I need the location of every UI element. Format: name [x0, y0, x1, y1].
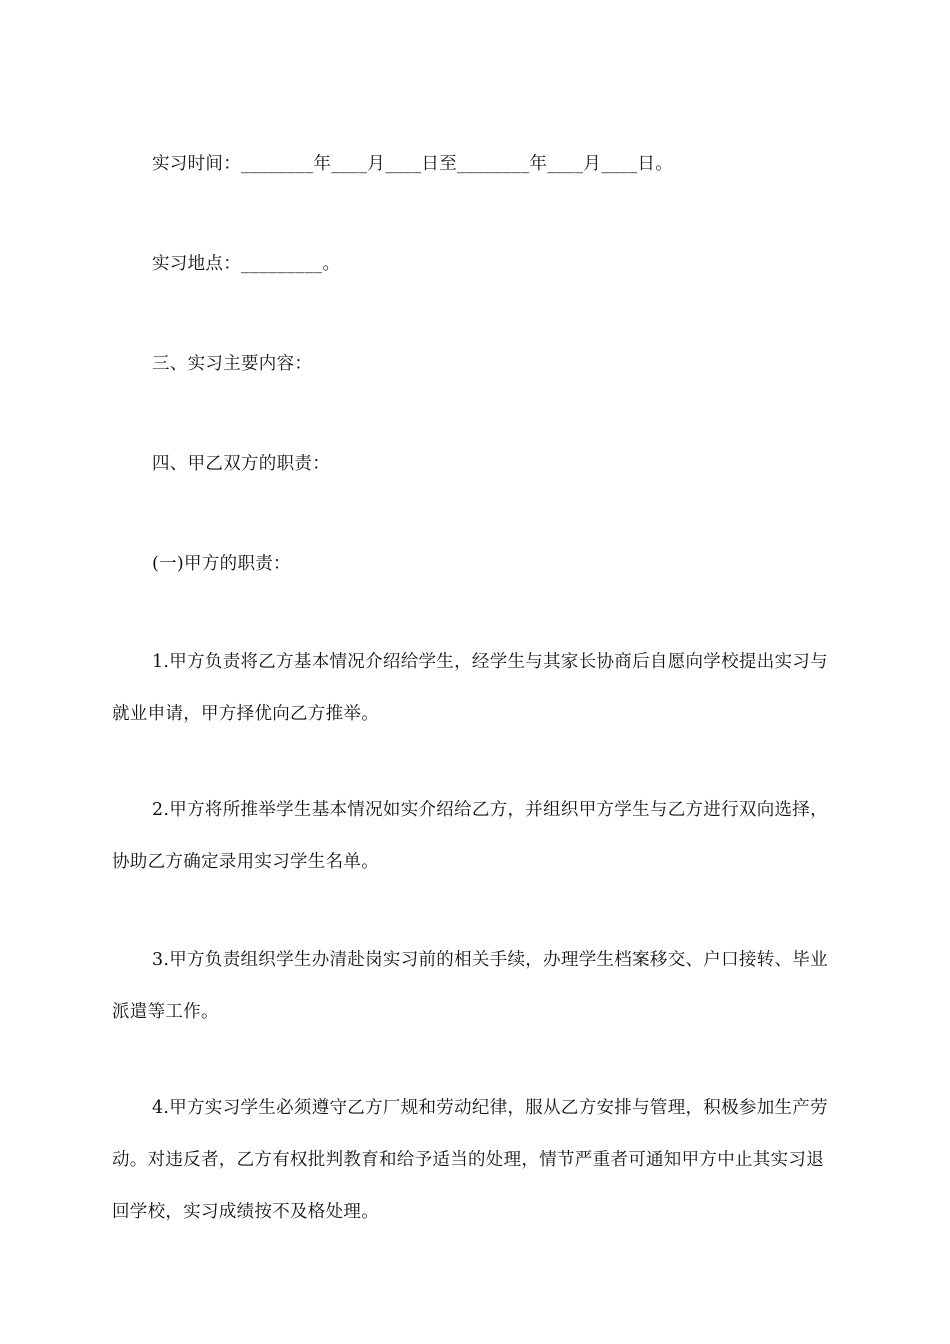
duty-item-1: 1.甲方负责将乙方基本情况介绍给学生，经学生与其家长协商后自愿向学校提出实习与就业申请，甲方择优向乙方推举。	[112, 652, 828, 724]
internship-time-line: 实习时间：________年____月____日至________年____月____日。	[152, 154, 673, 174]
duty-item-3: 3.甲方负责组织学生办清赴岗实习前的相关手续，办理学生档案移交、户口接转、毕业派遣等工作。	[112, 950, 828, 1022]
subsection-heading-party-a: (一)甲方的职责：	[152, 554, 291, 574]
duty-item-2: 2.甲方将所推举学生基本情况如实介绍给乙方，并组织甲方学生与乙方进行双向选择，协助乙方确定录用实习学生名单。	[112, 800, 828, 872]
duty-item-4: 4.甲方实习学生必须遵守乙方厂规和劳动纪律，服从乙方安排与管理，积极参加生产劳动。对违反者，乙方有权批判教育和给予适当的处理，情节严重者可通知甲方中止其实习退回学校，实习成绩按不及格处理。	[112, 1098, 828, 1222]
section-heading-content: 三、实习主要内容：	[152, 354, 313, 374]
section-heading-duties: 四、甲乙双方的职责：	[152, 454, 330, 474]
internship-location-line: 实习地点：_________。	[152, 254, 341, 274]
